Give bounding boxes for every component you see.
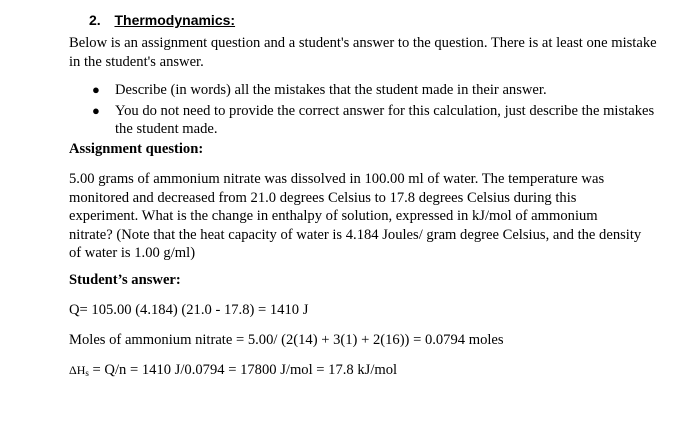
section-heading: [89, 11, 235, 30]
answer-line-enthalpy: [69, 361, 397, 383]
list-item: [69, 102, 669, 139]
answer-heading: Student’s answer:: [69, 272, 181, 288]
bullet-icon: ●: [92, 82, 100, 97]
assignment-question: 5.00 grams of ammonium nitrate was dissolved in 100.00 ml of water. The temperature was monitored and decreased from 21.0 degrees Celsius to 17.8 degrees Celsius during this experiment. What is the change in enthalpy of solution, expressed in kJ/mol of ammonium nitrate? (Note that the heat capacity of water is 4.184 Joules/ gram degree Celsius, and the density of water is 1.00 g/ml): [69, 171, 642, 261]
bullet-icon: ●: [92, 102, 100, 118]
assignment-heading: Assignment question:: [69, 141, 204, 157]
instruction-list: [69, 81, 669, 141]
list-item: [69, 81, 669, 100]
section-title: Thermodynamics:: [114, 12, 236, 28]
intro-paragraph: Below is an assignment question and a student's answer to the question. There is at least one mistake in the student's answer.: [69, 35, 657, 70]
enthalpy-symbol: ΔH: [69, 363, 86, 377]
answer-line-moles: Moles of ammonium nitrate = 5.00/ (2(14) + 3(1) + 2(16)) = 0.0794 moles: [69, 332, 504, 348]
enthalpy-subscript: s: [85, 368, 89, 378]
instruction-text: Describe (in words) all the mistakes that the student made in their answer.: [115, 82, 547, 98]
enthalpy-equation: = Q/n = 1410 J/0.0794 = 17800 J/mol = 17.8 kJ/mol: [88, 362, 398, 378]
answer-line-heat: Q= 105.00 (4.184) (21.0 - 17.8) = 1410 J: [69, 302, 309, 318]
section-number: 2.: [89, 12, 101, 28]
instruction-text: You do not need to provide the correct answer for this calculation, just describe the mistakes the student made.: [115, 102, 655, 137]
